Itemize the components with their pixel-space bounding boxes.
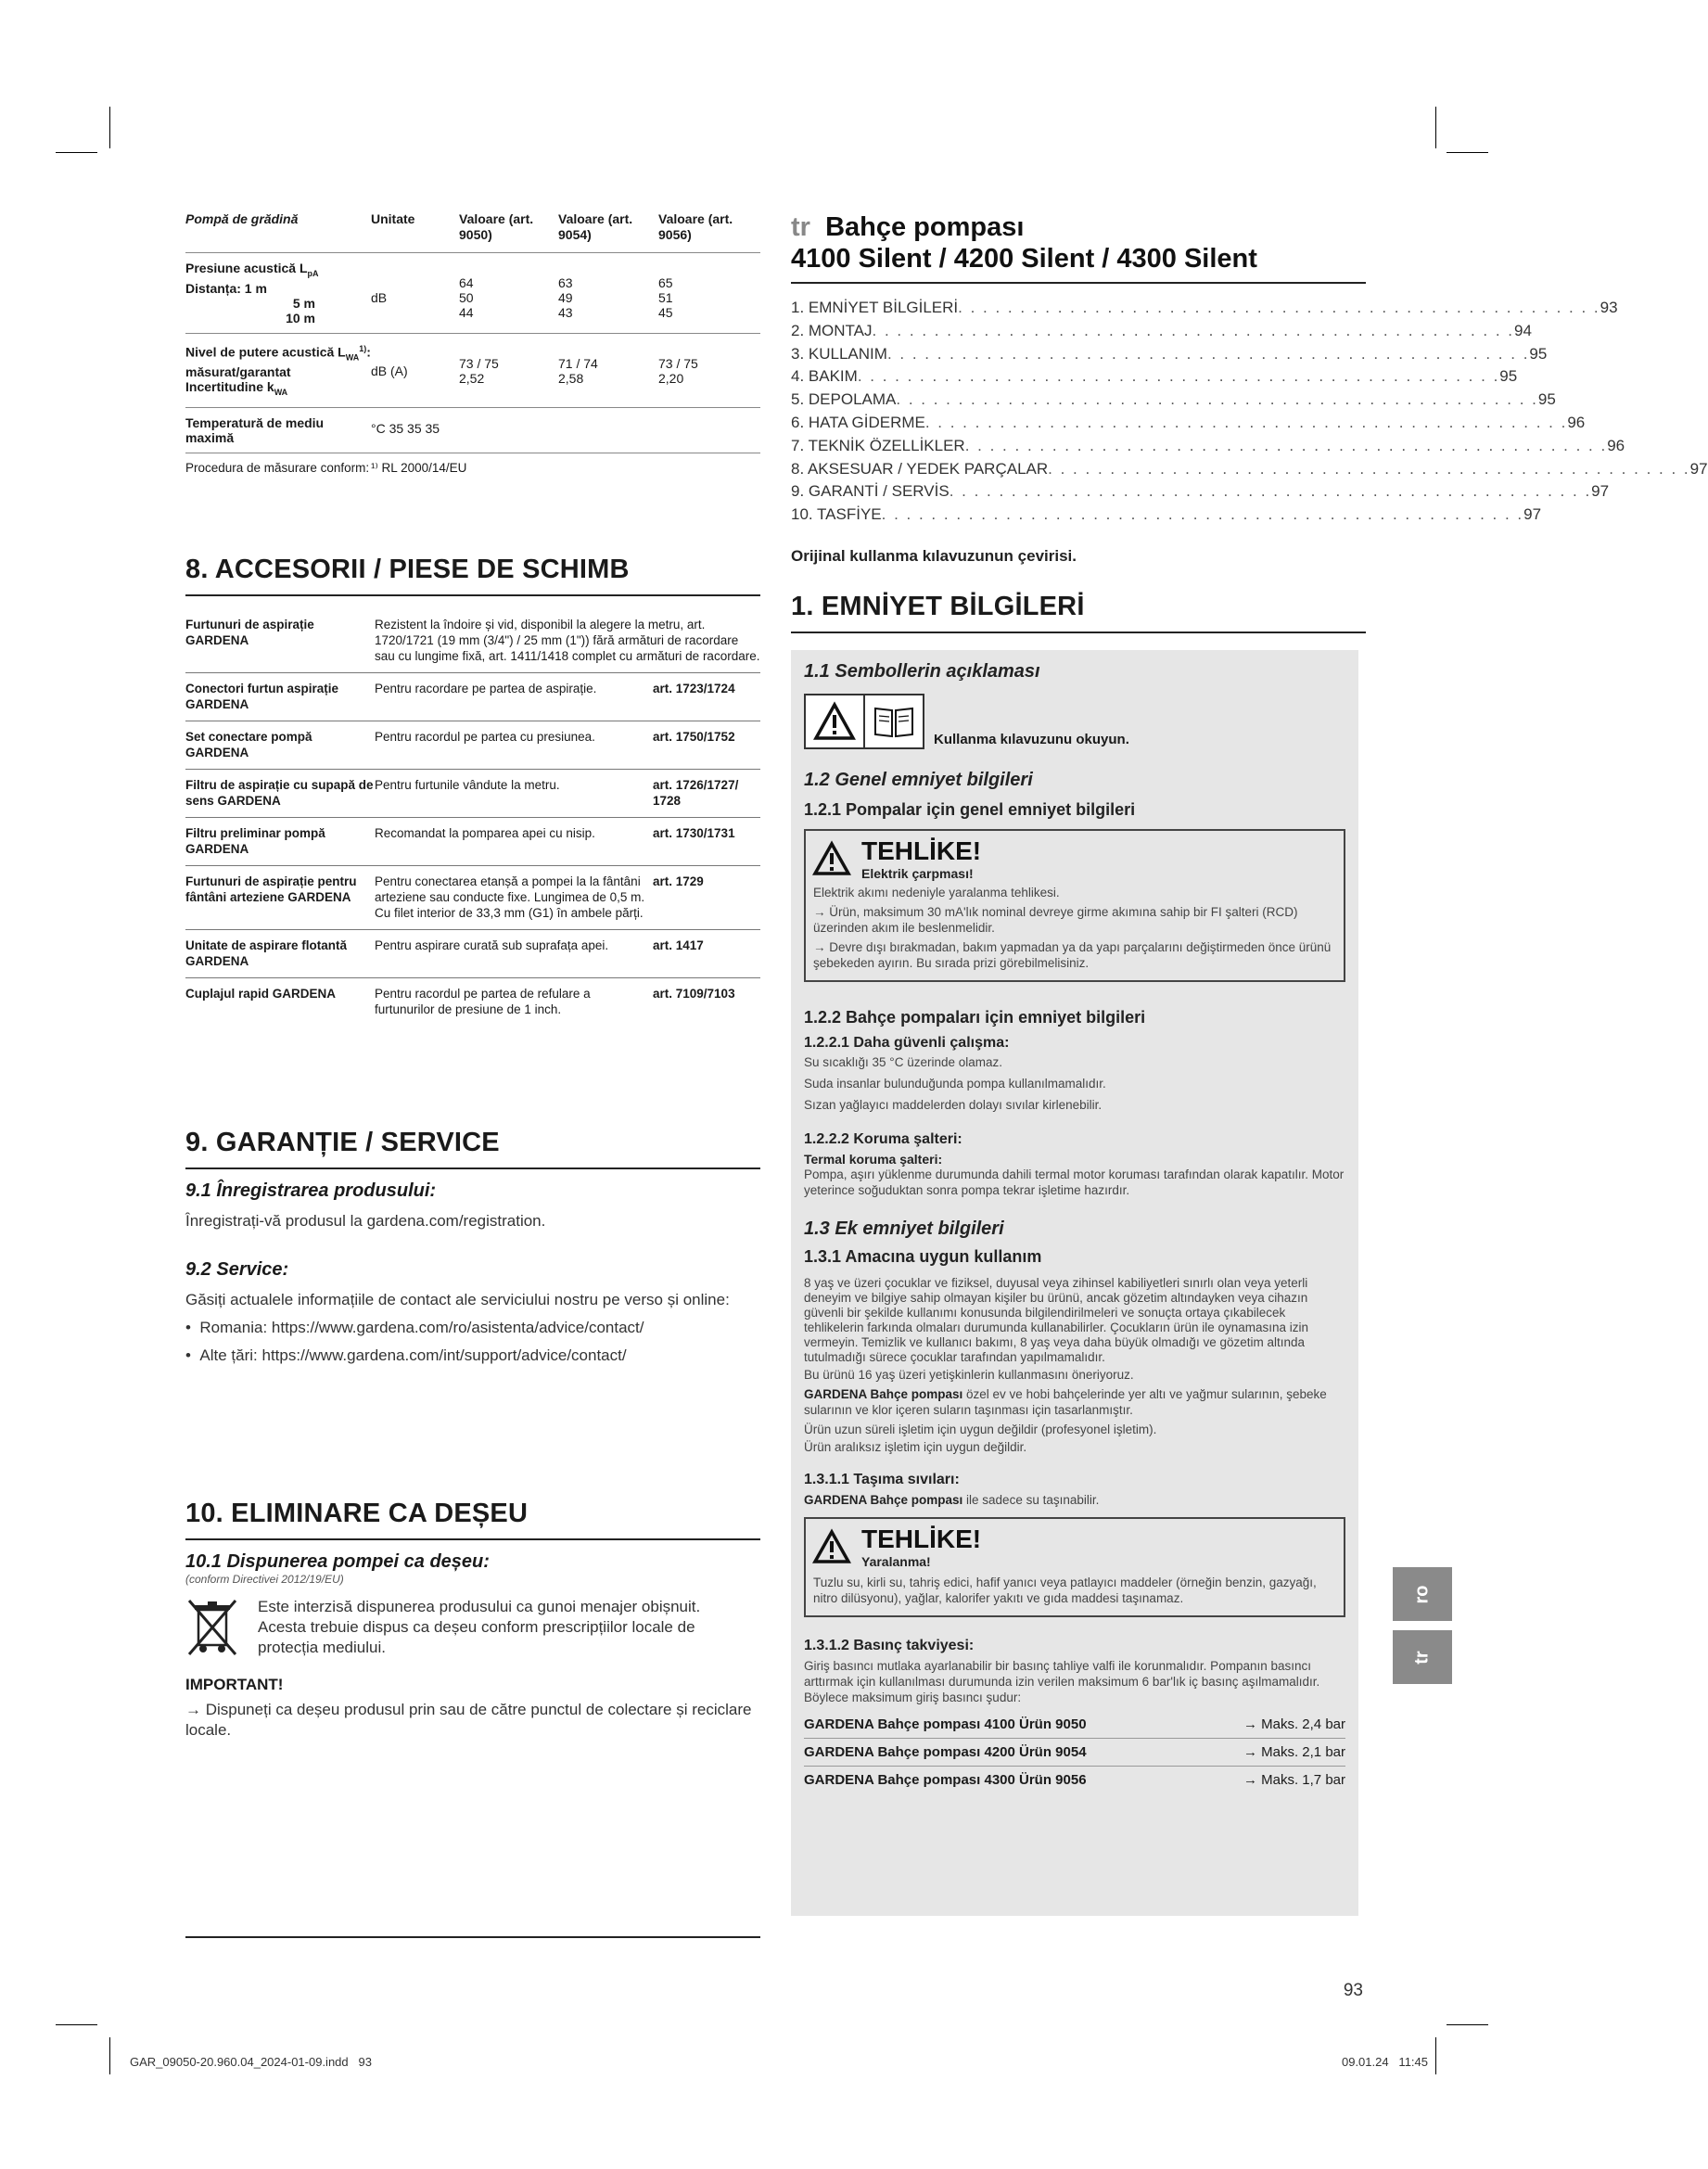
cell: °C 35 35 35 — [371, 421, 440, 437]
warning-triangle-icon — [813, 842, 850, 880]
page-title — [791, 211, 1366, 274]
tab-tr[interactable] — [1393, 1630, 1452, 1684]
cell: 2,58 — [558, 370, 584, 386]
toc-label: 9. GARANTİ / SERVİS — [791, 482, 950, 501]
title-line: 4100 Silent / 4200 Silent / 4300 Silent — [791, 244, 1257, 274]
cell: Procedura de măsurare conform: — [185, 461, 370, 476]
section-title: 9. GARANȚIE / SERVICE — [185, 1128, 760, 1169]
toc-item[interactable]: 6. HATA GİDERME . . . . . . . . . . . . . . . . . . . . . . . . . . . . . . . . . . . . . . . . . . . . . . . . . . . . 96 — [791, 412, 1366, 435]
subsection-title: 1.1 Sembollerin açıklaması — [804, 660, 1040, 682]
cell: Conectori furtun aspirație GARDENA — [185, 682, 339, 711]
cell: 43 — [558, 305, 573, 320]
cell: Pentru racordare pe partea de aspirație. — [375, 682, 597, 695]
cell: → Maks. 2,1 bar — [1243, 1743, 1345, 1760]
paragraph: → Dispuneți ca deșeu produsul prin sau de către punctul de colectare și reciclare locale. — [185, 1701, 752, 1739]
toc-item[interactable]: 10. TASFİYE . . . . . . . . . . . . . . . . . . . . . . . . . . . . . . . . . . . . . . . . . . . . . . . . . . . . 97 — [791, 504, 1366, 527]
subsection-title: 1.2.2.1 Daha güvenli çalışma: — [804, 1034, 1010, 1051]
table-header: Valoare (art. 9056) — [658, 211, 733, 242]
cell: 44 — [459, 305, 474, 320]
paragraph: Găsiți actualele informațiile de contact ale serviciului nostru pe verso și online: — [185, 1291, 730, 1308]
pressure-table — [804, 1711, 1345, 1793]
symbol-caption: Kullanma kılavuzunu okuyun. — [934, 731, 1129, 747]
table-row — [185, 609, 760, 672]
crop-mark — [109, 107, 110, 148]
cell: GARDENA Bahçe pompası 4300 Ürün 9056 — [804, 1771, 1087, 1788]
translation-note: Orijinal kullanma kılavuzunun çevirisi. — [791, 546, 1077, 565]
paragraph: Ürün uzun süreli işletim için uygun değildir (profesyonel işletim). — [804, 1422, 1157, 1436]
cell: 1) — [359, 343, 367, 353]
danger-text: Tuzlu su, kirli su, tahriş edici, hafif yanıcı veya patlayıcı maddeler (örneğin benzin, gazyağı, nitro dilüsyonu), yağlar, kalorifer yakıtı ve gıda maddesi taşınamaz. — [813, 1575, 1317, 1605]
link[interactable]: Romania: https://www.gardena.com/ro/asistenta/advice/contact/ — [199, 1319, 644, 1336]
important-label: IMPORTANT! — [185, 1676, 284, 1693]
cell: Rezistent la îndoire și vid, disponibil la alegere la metru, art. 1720/1721 (19 mm (3/4") / 25 mm (1")) fără armături de racordare sau cu lungime fixă, art. 1411/1418 complet cu armături de racordare. — [375, 618, 760, 663]
toc-label: 8. AKSESUAR / YEDEK PARÇALAR — [791, 459, 1049, 478]
table-row — [185, 929, 760, 977]
cell: 50 — [459, 290, 474, 305]
danger-subtitle: Yaralanma! — [861, 1553, 931, 1569]
danger-subtitle: Elektrik çarpması! — [861, 865, 974, 881]
table-row — [185, 865, 760, 929]
cell: dB (A) — [371, 363, 408, 378]
disposal-section — [185, 1499, 760, 1741]
language-code: tr — [791, 212, 810, 242]
cell: Pentru furtunile vândute la metru. — [375, 778, 560, 792]
cell: Pentru conectarea etanșă a pompei la la fântâni arteziene sau conducte fixe. Lungimea de 0,5 m. Cu filet interior de 33,3 mm (G1) în ambele părți. — [375, 874, 645, 920]
cell: 5 m — [292, 295, 315, 311]
toc-item[interactable]: 2. MONTAJ . . . . . . . . . . . . . . . . . . . . . . . . . . . . . . . . . . . . . . . . . . . . . . . . . . . . 94 — [791, 320, 1366, 343]
footer-file: GAR_09050-20.960.04_2024-01-09.indd 93 — [130, 2055, 372, 2069]
crop-mark — [1447, 152, 1488, 153]
cell: Filtru preliminar pompă GARDENA — [185, 826, 325, 856]
divider — [791, 282, 1366, 284]
cell: Distanța: 1 m — [185, 280, 267, 296]
toc-label: 7. TEKNİK ÖZELLİKLER — [791, 436, 965, 454]
cell: art. 7109/7103 — [653, 987, 735, 1001]
cell: 65 — [658, 275, 673, 290]
cell: art. 1723/1724 — [653, 682, 735, 695]
tab-ro[interactable] — [1393, 1567, 1452, 1621]
crop-mark — [56, 152, 97, 153]
table-header: Valoare (art. 9050) — [459, 211, 534, 242]
table-row — [185, 769, 760, 817]
cell: → Maks. 1,7 bar — [1243, 1771, 1345, 1788]
paragraph — [804, 1492, 1345, 1508]
subsection-title: 1.3 Ek emniyet bilgileri — [804, 1218, 1004, 1239]
toc-page: 95 — [1537, 390, 1556, 409]
cell: WA — [345, 352, 360, 363]
toc-page: 97 — [1689, 459, 1708, 478]
cell: 49 — [558, 290, 573, 305]
danger-line: → Devre dışı bırakmadan, bakım yapmadan ya da yapı parçalarını değiştirmeden önce ürünü şebekeden ayırın. Bu sırada prizi görebilmelisiniz. — [813, 939, 1332, 970]
crop-mark — [56, 2024, 97, 2025]
danger-box — [804, 829, 1345, 982]
table-row — [804, 1739, 1345, 1767]
cell: art. 1726/1727/ 1728 — [653, 778, 739, 808]
danger-box — [804, 1517, 1345, 1617]
noise-table — [185, 211, 760, 483]
subsection-title: 1.2 Genel emniyet bilgileri — [804, 769, 1033, 790]
cell: Presiune acustică L — [185, 261, 308, 275]
tab-label: tr — [1411, 1650, 1433, 1665]
toc-page: 96 — [1567, 413, 1586, 431]
subsection-title: 1.2.1 Pompalar için genel emniyet bilgileri — [804, 799, 1136, 819]
cell: dB — [371, 290, 388, 305]
cell: Filtru de aspirație cu supapă de sens GARDENA — [185, 778, 374, 808]
tab-label: ro — [1411, 1585, 1433, 1603]
cell: 71 / 74 — [558, 355, 598, 371]
crop-mark — [1447, 2024, 1488, 2025]
toc-item[interactable]: 4. BAKIM . . . . . . . . . . . . . . . . . . . . . . . . . . . . . . . . . . . . . . . . . . . . . . . . . . . . 95 — [791, 365, 1366, 389]
section-title: 8. ACCESORII / PIESE DE SCHIMB — [185, 555, 760, 596]
list-item: • Romania: https://www.gardena.com/ro/asistenta/advice/contact/ — [185, 1319, 644, 1336]
note: (conform Directivei 2012/19/EU) — [185, 1573, 344, 1586]
paragraph: Înregistrați-vă produsul la gardena.com/registration. — [185, 1212, 546, 1230]
cell: Pentru racordul pe partea de refulare a furtunurilor de presiune de 1 inch. — [375, 987, 591, 1016]
warning-triangle-icon — [813, 1530, 850, 1568]
warning-icon — [804, 694, 865, 749]
cell: Unitate de aspirare flotantă GARDENA — [185, 938, 348, 968]
toc-item[interactable]: 5. DEPOLAMA . . . . . . . . . . . . . . . . . . . . . . . . . . . . . . . . . . . . . . . . . . . . . . . . . . . . 95 — [791, 389, 1366, 412]
table-row — [185, 407, 760, 453]
cell: Recomandat la pomparea apei cu nisip. — [375, 826, 595, 840]
subsection-title: 10.1 Dispunerea pompei ca deșeu: — [185, 1551, 490, 1572]
toc-item[interactable]: 9. GARANTİ / SERVİS . . . . . . . . . . . . . . . . . . . . . . . . . . . . . . . . . . . . . . . . . . . . . . . . . . . . 97 — [791, 480, 1366, 504]
table-row — [185, 817, 760, 865]
cell: Pentru racordul pe partea cu presiunea. — [375, 730, 595, 744]
divider — [185, 1936, 760, 1938]
cell: pA — [307, 268, 319, 278]
cell: GARDENA Bahçe pompası 4200 Ürün 9054 — [804, 1743, 1087, 1760]
right-column — [791, 211, 1708, 1916]
cell: art. 1729 — [653, 874, 704, 888]
toc-label: 5. DEPOLAMA — [791, 390, 897, 409]
toc-page: 94 — [1514, 321, 1532, 339]
cell: 45 — [658, 305, 673, 320]
toc-label: 2. MONTAJ — [791, 321, 873, 339]
link[interactable]: Alte țări: https://www.gardena.com/int/support/advice/contact/ — [199, 1346, 627, 1364]
danger-title: TEHLİKE! — [861, 1524, 982, 1553]
table-header: Pompă de grădină — [185, 211, 299, 226]
danger-line: Elektrik akımı nedeniyle yaralanma tehlikesi. — [813, 885, 1060, 899]
cell: Furtunuri de aspirație pentru fântâni arteziene GARDENA — [185, 874, 357, 904]
cell: Furtunuri de aspirație GARDENA — [185, 618, 314, 647]
subsection-title: 1.3.1.2 Basınç takviyesi: — [804, 1637, 975, 1653]
subtitle: Termal koruma şalteri: — [804, 1151, 943, 1167]
title-line: Bahçe pompası — [825, 212, 1025, 242]
cell: Nivel de putere acustică L — [185, 344, 346, 360]
cell: Cuplajul rapid GARDENA — [185, 987, 337, 1001]
paragraph: Pompa, aşırı yüklenme durumunda dahili termal motor koruması tarafından olarak kapatılır. Motor yeterince soğuduktan sonra pompa tekrar işletime hazırdır. — [804, 1167, 1345, 1197]
warranty-section — [185, 1128, 760, 1366]
toc-label: 1. EMNİYET BİLGİLERİ — [791, 299, 959, 316]
footer-date: 09.01.24 11:45 — [1341, 2055, 1428, 2069]
table-row — [804, 1711, 1345, 1739]
cell: ¹⁾ RL 2000/14/EU — [371, 461, 467, 476]
page-number: 93 — [1343, 1981, 1363, 2000]
paragraph — [804, 1386, 1345, 1418]
accessories-table — [185, 609, 760, 1026]
subsection-title: 9.1 Înregistrarea produsului: — [185, 1180, 437, 1201]
table-row — [185, 721, 760, 769]
toc-page: 97 — [1523, 505, 1542, 524]
section-title: 1. EMNİYET BİLGİLERİ — [791, 592, 1366, 633]
subsection-title: 1.3.1.1 Taşıma sıvıları: — [804, 1471, 960, 1487]
left-column — [185, 211, 760, 1739]
paragraph: Ürün aralıksız işletim için uygun değildir. — [804, 1439, 1027, 1454]
accessories-section — [185, 555, 760, 1026]
paragraph: Giriş basıncı mutlaka ayarlanabilir bir basınç tahliye valfi ile korunmalıdır. Pompanın basıncı arttırmak için kullanılması durumunda izin verilen maksimum 6 bar'lık iç basınç aşılmamalıdır. Böylece maksimum giriş basıncı şudur: — [804, 1658, 1320, 1704]
subsection-title: 9.2 Service: — [185, 1259, 289, 1280]
cell: art. 1750/1752 — [653, 730, 735, 744]
cell: art. 1417 — [653, 938, 704, 952]
toc-label: 10. TASFİYE — [791, 505, 882, 524]
paragraph: Bu ürünü 16 yaş üzeri yetişkinlerin kullanmasını öneriyoruz. — [804, 1367, 1134, 1382]
crop-mark — [109, 2037, 110, 2074]
product-name: GARDENA Bahçe pompası — [804, 1386, 963, 1401]
paragraph: Sızan yağlayıcı maddelerden dolayı sıvılar kirlenebilir. — [804, 1097, 1103, 1112]
cell: Set conectare pompă GARDENA — [185, 730, 312, 759]
cell: Incertitudine k — [185, 379, 274, 395]
toc-label: 3. KULLANIM — [791, 344, 887, 363]
product-name: GARDENA Bahçe pompası — [804, 1492, 963, 1507]
paragraph: Suda insanlar bulunduğunda pompa kullanılmamalıdır. — [804, 1076, 1106, 1091]
cell: 2,52 — [459, 370, 485, 386]
toc-item[interactable]: 8. AKSESUAR / YEDEK PARÇALAR . . . . . . . . . . . . . . . . . . . . . . . . . . . . . . . . . . . . . . . . . . . . . . . . . . . . 97 — [791, 458, 1366, 481]
table-header: Unitate — [371, 211, 415, 226]
cell: art. 1730/1731 — [653, 826, 735, 840]
paragraph-text: ile sadece su taşınabilir. — [962, 1492, 1100, 1507]
toc-page: 95 — [1499, 367, 1518, 386]
toc-label: 6. HATA GİDERME — [791, 413, 925, 431]
subsection-title: 1.2.2 Bahçe pompaları için emniyet bilgileri — [804, 1007, 1146, 1027]
danger-title: TEHLİKE! — [861, 836, 982, 865]
toc-item[interactable]: 1. EMNİYET BİLGİLERİ . . . . . . . . . . . . . . . . . . . . . . . . . . . . . . . . . . . . . . . . . . . . . . . . . . . . 93 — [791, 297, 1366, 320]
table-row: Nivel de putere acustică $L_{WA}^{1)}$: măsurat/garantat Incertitudine $k_{WA}$ dB (A) 73 / 75 2,52 71 / 74 2,58 73 / 75 2,20 — [185, 333, 760, 407]
subsection-title: 1.2.2.2 Koruma şalteri: — [804, 1130, 962, 1147]
toc-page: 95 — [1529, 344, 1548, 363]
cell: 63 — [558, 275, 573, 290]
subsection-title: 1.3.1 Amacına uygun kullanım — [804, 1246, 1042, 1266]
toc-page: 96 — [1607, 436, 1625, 454]
table-row — [185, 672, 760, 721]
paragraph: 8 yaş ve üzeri çocuklar ve fiziksel, duyusal veya zihinsel kabiliyetleri sınırlı olan veya yeterli deneyim ve bilgiye sahip olmayan kişiler bu ürünü, ancak gözetim altındayken veya cihazın güvenli bir şekilde kullanımı konusunda bilgilendirilmeleri ve sonuçta ortaya çıkabilecek tehlikelerin farkında olmaları durumunda kullanabilirler. Çocukların ürün ile oynamasına izin vermeyin. Temizlik ve kullanıcı bakımı, 8 yaş veya daha büyük olmadığı ve gözetim altında tutulmadığı sürece çocuklar tarafından yapılmamalıdır. — [804, 1275, 1309, 1364]
cell: măsurat/garantat — [185, 364, 291, 380]
cell: GARDENA Bahçe pompası 4100 Ürün 9050 — [804, 1716, 1087, 1732]
toc-label: 4. BAKIM — [791, 367, 858, 386]
table-row — [185, 977, 760, 1026]
table-row — [804, 1767, 1345, 1793]
paragraph-text: özel ev ve hobi bahçelerinde yer altı ve yağmur sularının, şebeke sularının ve klor içeren suların taşınması için tasarlanmıştır. — [804, 1386, 1327, 1417]
danger-line: → Ürün, maksimum 30 mA'lık nominal devreye girme akımına sahip bir FI şalteri (RCD) üzerinden akım ile beslenmelidir. — [813, 904, 1298, 935]
toc-page: 93 — [1600, 299, 1618, 316]
cell: 73 / 75 — [459, 355, 499, 371]
toc-item[interactable]: 3. KULLANIM . . . . . . . . . . . . . . . . . . . . . . . . . . . . . . . . . . . . . . . . . . . . . . . . . . . . 95 — [791, 343, 1366, 366]
table-row — [185, 252, 760, 333]
table-header: Valoare (art. 9054) — [558, 211, 633, 242]
toc-item[interactable]: 7. TEKNİK ÖZELLİKLER . . . . . . . . . . . . . . . . . . . . . . . . . . . . . . . . . . . . . . . . . . . . . . . . . . . . 96 — [791, 435, 1366, 458]
cell: 64 — [459, 275, 474, 290]
paragraph: Su sıcaklığı 35 °C üzerinde olamaz. — [804, 1054, 1003, 1069]
toc-page: 97 — [1591, 482, 1610, 501]
table-of-contents — [791, 297, 1708, 527]
cell: 10 m — [286, 310, 315, 325]
manual-book-icon — [865, 694, 924, 749]
section-title: 10. ELIMINARE CA DEȘEU — [185, 1499, 760, 1540]
cell: Pentru aspirare curată sub suprafața apei. — [375, 938, 609, 952]
list-item: • Alte țări: https://www.gardena.com/int/support/advice/contact/ — [185, 1346, 627, 1364]
cell: Temperatură de mediu maximă — [185, 415, 325, 446]
crop-mark — [1435, 2037, 1436, 2074]
cell: 73 / 75 — [658, 355, 698, 371]
safety-box — [791, 650, 1358, 1916]
weee-bin-icon — [185, 1597, 258, 1663]
cell: 51 — [658, 290, 673, 305]
cell: 2,20 — [658, 370, 684, 386]
paragraph: Este interzisă dispunerea produsului ca gunoi menajer obișnuit. Acesta trebuie dispus ca deșeu conform prescripțiilor locale de protecția mediului. — [258, 1598, 701, 1656]
cell: → Maks. 2,4 bar — [1243, 1716, 1345, 1732]
crop-mark — [1435, 107, 1436, 148]
